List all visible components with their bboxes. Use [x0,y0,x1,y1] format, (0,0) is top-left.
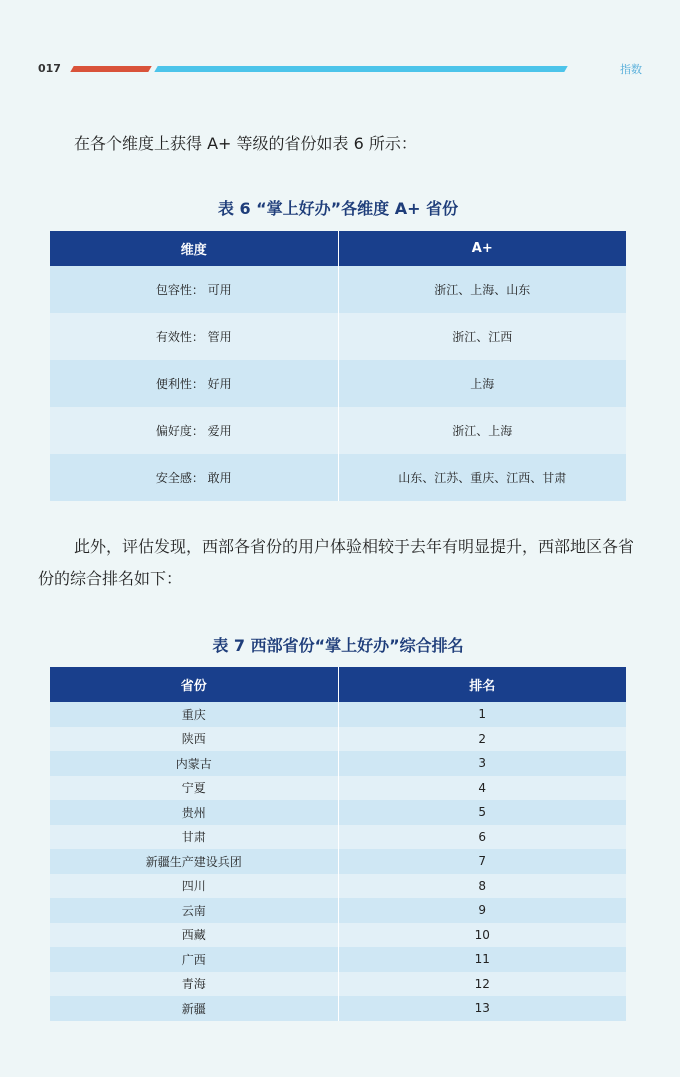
rank-cell: 1 [338,702,626,727]
rank-cell: 13 [338,996,626,1021]
province-cell: 四川 [50,874,338,899]
rank-cell: 8 [338,874,626,899]
header-blue-bar [154,66,567,72]
dimension-cell: 偏好度： 爱用 [50,407,338,454]
table-row [50,454,626,501]
province-cell: 新疆 [50,996,338,1021]
table-row [50,923,626,948]
middle-paragraph: 此外，评估发现，西部各省份的用户体验相较于去年有明显提升，西部地区各省份的综合排名如下： [38,537,635,588]
rank-cell: 2 [338,727,626,752]
rank-cell: 9 [338,898,626,923]
section-label: 指数 [620,63,642,76]
dimension-cell: 便利性： 好用 [50,360,338,407]
provinces-cell: 山东、江苏、重庆、江西、甘肃 [338,454,626,501]
table6-header-dimension: 维度 [50,231,338,266]
table7-header-row [50,667,626,702]
table6-caption: 表 6 “掌上好办”各维度 A+ 省份 [217,199,459,218]
provinces-cell: 浙江、上海、山东 [338,266,626,313]
dimension-cell: 安全感： 敢用 [50,454,338,501]
table-row [50,702,626,727]
province-cell: 广西 [50,947,338,972]
table-row [50,727,626,752]
intro-paragraph: 在各个维度上获得 A+ 等级的省份如表 6 所示： [74,134,417,153]
province-cell: 宁夏 [50,776,338,801]
table-row [50,947,626,972]
table-row [50,849,626,874]
province-cell: 青海 [50,972,338,997]
provinces-cell: 浙江、上海 [338,407,626,454]
province-cell: 甘肃 [50,825,338,850]
table-row [50,800,626,825]
table6-header-row [50,231,626,266]
table-row [50,874,626,899]
province-cell: 内蒙古 [50,751,338,776]
page-number: 017 [38,62,61,75]
table7-caption: 表 7 西部省份“掌上好办”综合排名 [212,636,464,655]
rank-cell: 11 [338,947,626,972]
provinces-cell: 上海 [338,360,626,407]
province-cell: 陕西 [50,727,338,752]
rank-cell: 3 [338,751,626,776]
rank-cell: 5 [338,800,626,825]
table-row [50,898,626,923]
table-row [50,996,626,1021]
provinces-cell: 浙江、江西 [338,313,626,360]
table-row [50,751,626,776]
rank-cell: 12 [338,972,626,997]
province-cell: 贵州 [50,800,338,825]
table-row [50,360,626,407]
dimension-cell: 有效性： 管用 [50,313,338,360]
rank-cell: 4 [338,776,626,801]
table7 [50,667,626,1021]
table7-header-rank: 排名 [338,667,626,702]
rank-cell: 6 [338,825,626,850]
table6-header-aplus: A+ [338,231,626,266]
table-row [50,313,626,360]
province-cell: 西藏 [50,923,338,948]
province-cell: 重庆 [50,702,338,727]
header-red-bar [70,66,151,72]
table6 [50,231,626,501]
table-row [50,266,626,313]
dimension-cell: 包容性： 可用 [50,266,338,313]
province-cell: 云南 [50,898,338,923]
rank-cell: 7 [338,849,626,874]
table7-header-province: 省份 [50,667,338,702]
table-row [50,407,626,454]
table-row [50,972,626,997]
rank-cell: 10 [338,923,626,948]
table-row [50,825,626,850]
province-cell: 新疆生产建设兵团 [50,849,338,874]
table-row [50,776,626,801]
